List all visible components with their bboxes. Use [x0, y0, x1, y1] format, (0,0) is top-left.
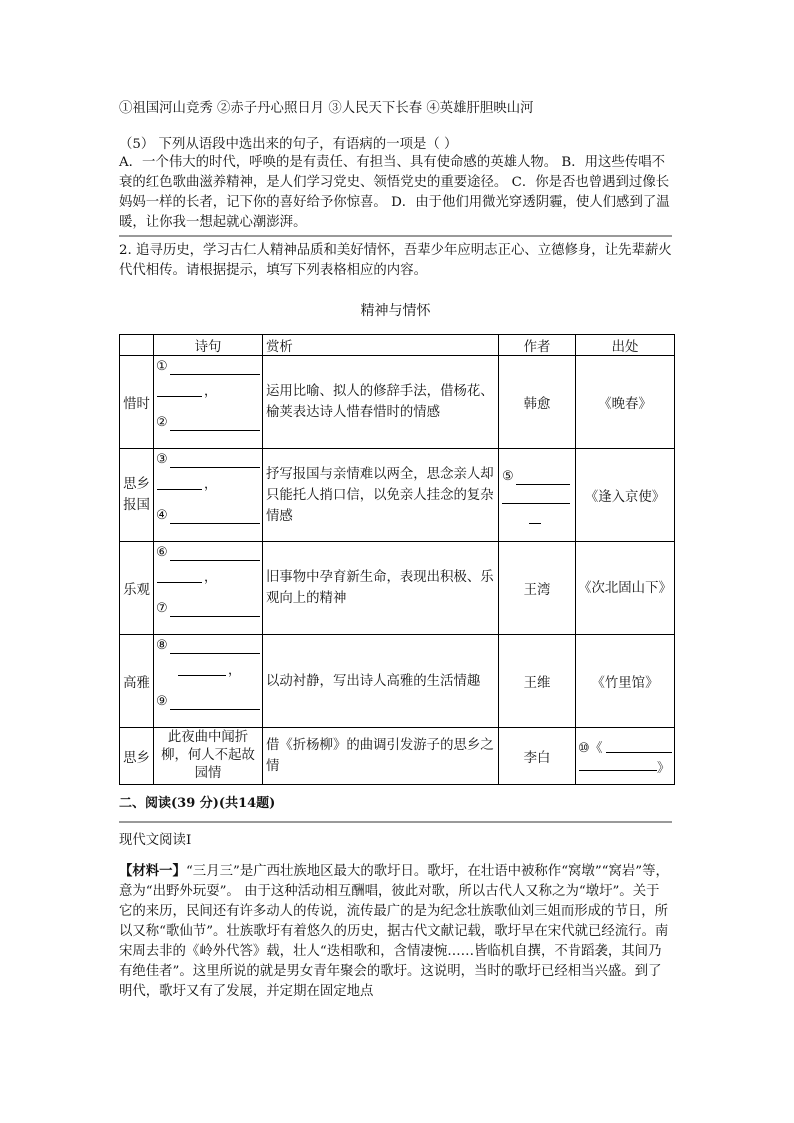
fill-blank-5[interactable] — [516, 484, 570, 485]
source-cell: 《竹里馆》 — [576, 635, 675, 728]
header-appreciation: 赏析 — [263, 335, 499, 356]
section-divider — [119, 235, 672, 237]
blank-marker: ④ — [156, 508, 168, 523]
table-row — [120, 449, 675, 542]
fill-blank-4[interactable] — [170, 523, 260, 524]
table-row — [120, 356, 675, 449]
header-poem: 诗句 — [154, 335, 263, 356]
fill-blank-9-cont[interactable] — [184, 727, 232, 728]
material-paragraph — [119, 861, 672, 1002]
fill-blank-6[interactable] — [170, 560, 260, 561]
comma: ， — [228, 663, 242, 678]
fill-blank-3[interactable] — [170, 467, 260, 468]
header-empty — [120, 335, 154, 356]
blank-marker: ② — [156, 415, 168, 430]
source-cell: 《晚春》 — [576, 356, 675, 449]
fill-blank-1[interactable] — [170, 374, 260, 375]
fill-blank-10[interactable] — [606, 752, 672, 753]
poem-cell: 此夜曲中闻折柳，何人不起故园情 — [154, 728, 263, 785]
material-tag: 【材料一】 — [119, 863, 186, 879]
appreciation-cell: 旧事物中孕育新生命，表现出积极、乐观向上的精神 — [263, 542, 499, 635]
source-cell: 《逢入京使》 — [576, 449, 675, 542]
close-bracket: 》 — [657, 761, 671, 776]
blank-marker: ⑩《 — [578, 741, 603, 756]
appreciation-cell: 抒写报国与亲情难以两全，思念亲人却只能托人捎口信，以免亲人挂念的复杂情感 — [263, 449, 499, 542]
blank-marker: ⑤ — [502, 469, 514, 484]
author-cell — [499, 449, 576, 542]
row-label: 思乡报国 — [120, 449, 154, 542]
subsection-title: 现代文阅读Ⅰ — [119, 833, 192, 848]
fill-blank-2[interactable] — [170, 430, 260, 431]
table-title: 精神与情怀 — [360, 303, 431, 319]
fill-blank-10-cont[interactable] — [579, 770, 657, 771]
section-heading: 二、阅读(39 分)(共14题) — [119, 796, 276, 811]
fill-blank-1-cont[interactable] — [157, 396, 202, 397]
fill-blank-3-cont[interactable] — [157, 489, 202, 490]
author-cell: 王维 — [499, 635, 576, 728]
spirit-table — [119, 334, 675, 785]
table-row — [120, 728, 675, 785]
fill-blank-9[interactable] — [170, 709, 260, 710]
source-cell: 《次北固山下》 — [576, 542, 675, 635]
fill-blank-5-end[interactable] — [529, 523, 541, 524]
blank-marker: ③ — [156, 452, 168, 467]
fill-blank-6-cont[interactable] — [157, 582, 202, 583]
appreciation-cell: 运用比喻、拟人的修辞手法，借杨花、榆荚表达诗人惜春惜时的情感 — [263, 356, 499, 449]
blank-marker: ⑨ — [156, 694, 168, 709]
header-author: 作者 — [499, 335, 576, 356]
header-source: 出处 — [576, 335, 675, 356]
blank-marker: ⑥ — [156, 545, 168, 560]
fill-blank-7[interactable] — [170, 616, 260, 617]
table-row — [120, 542, 675, 635]
source-cell — [576, 728, 675, 785]
row-label: 乐观 — [120, 542, 154, 635]
poem-cell — [154, 542, 263, 635]
blank-marker: ① — [156, 359, 168, 374]
fill-blank-5-cont[interactable] — [502, 503, 570, 504]
q2-intro: 2. 追寻历史，学习古仁人精神品质和美好情怀，吾辈少年应明志正心、立德修身，让先辈薪火代代相传。请根据提示，填写下列表格相应的内容。 — [119, 243, 672, 278]
appreciation-cell: 以动衬静，写出诗人高雅的生活情趣 — [263, 635, 499, 728]
fill-blank-8-cont[interactable] — [178, 675, 226, 676]
q5-stem: （5） 下列从语段中选出来的句子，有语病的一项是（ ） — [119, 137, 458, 152]
q5-options: A．一个伟大的时代，呼唤的是有责任、有担当、具有使命感的英雄人物。 B．用这些传唱不衰的红色歌曲滋养精神，是人们学习党史、领悟党史的重要途径。 C．你是否也曾遇到过像长妈妈一样的长者，记下你的喜好给予你惊喜。 D．由于他们用微光穿透阴霾，使人们感到了温暖，让你我一想起就心潮澎湃。 — [119, 155, 670, 230]
author-cell: 韩愈 — [499, 356, 576, 449]
poem-cell — [154, 635, 263, 728]
fill-blank-8[interactable] — [170, 653, 260, 654]
material-text: “三月三”是广西壮族地区最大的歌圩日。歌圩，在壮语中被称作“窝墩”“窝岩”等，意为“出野外玩耍”。 由于这种活动相互酬唱，彼此对歌，所以古代人又称之为“墩圩”。关于它的来历，民间还有许多动人的传说，流传最广的是为纪念壮族歌仙刘三姐而形成的节日，所以又称“歌仙节”。壮族歌圩有着悠久的历史，据古代文献记载，歌圩早在宋代就已经流行。南宋周去非的《岭外代答》载，壮人“迭相歌和，含情凄惋……皆临机自撰，不肯蹈袭，其间乃有绝佳者”。这里所说的就是男女青年聚会的歌圩。这说明，当时的歌圩已经相当兴盛。到了明代，歌圩又有了发展，并定期在固定地点 — [119, 864, 669, 999]
author-cell: 王湾 — [499, 542, 576, 635]
row-label: 思乡 — [120, 728, 154, 785]
options-line: ①祖国河山竞秀 ②赤子丹心照日月 ③人民天下长春 ④英雄肝胆映山河 — [119, 101, 534, 116]
section-divider — [119, 821, 672, 823]
author-cell: 李白 — [499, 728, 576, 785]
poem-cell — [154, 356, 263, 449]
table-row — [120, 635, 675, 728]
blank-marker: ⑧ — [156, 638, 168, 653]
row-label: 高雅 — [120, 635, 154, 728]
appreciation-cell: 借《折杨柳》的曲调引发游子的思乡之情 — [263, 728, 499, 785]
blank-marker: ⑦ — [156, 601, 168, 616]
comma: ， — [204, 477, 218, 492]
poem-cell — [154, 449, 263, 542]
comma: ， — [204, 384, 218, 399]
table-header-row — [120, 335, 675, 356]
row-label: 惜时 — [120, 356, 154, 449]
comma: ， — [204, 570, 218, 585]
